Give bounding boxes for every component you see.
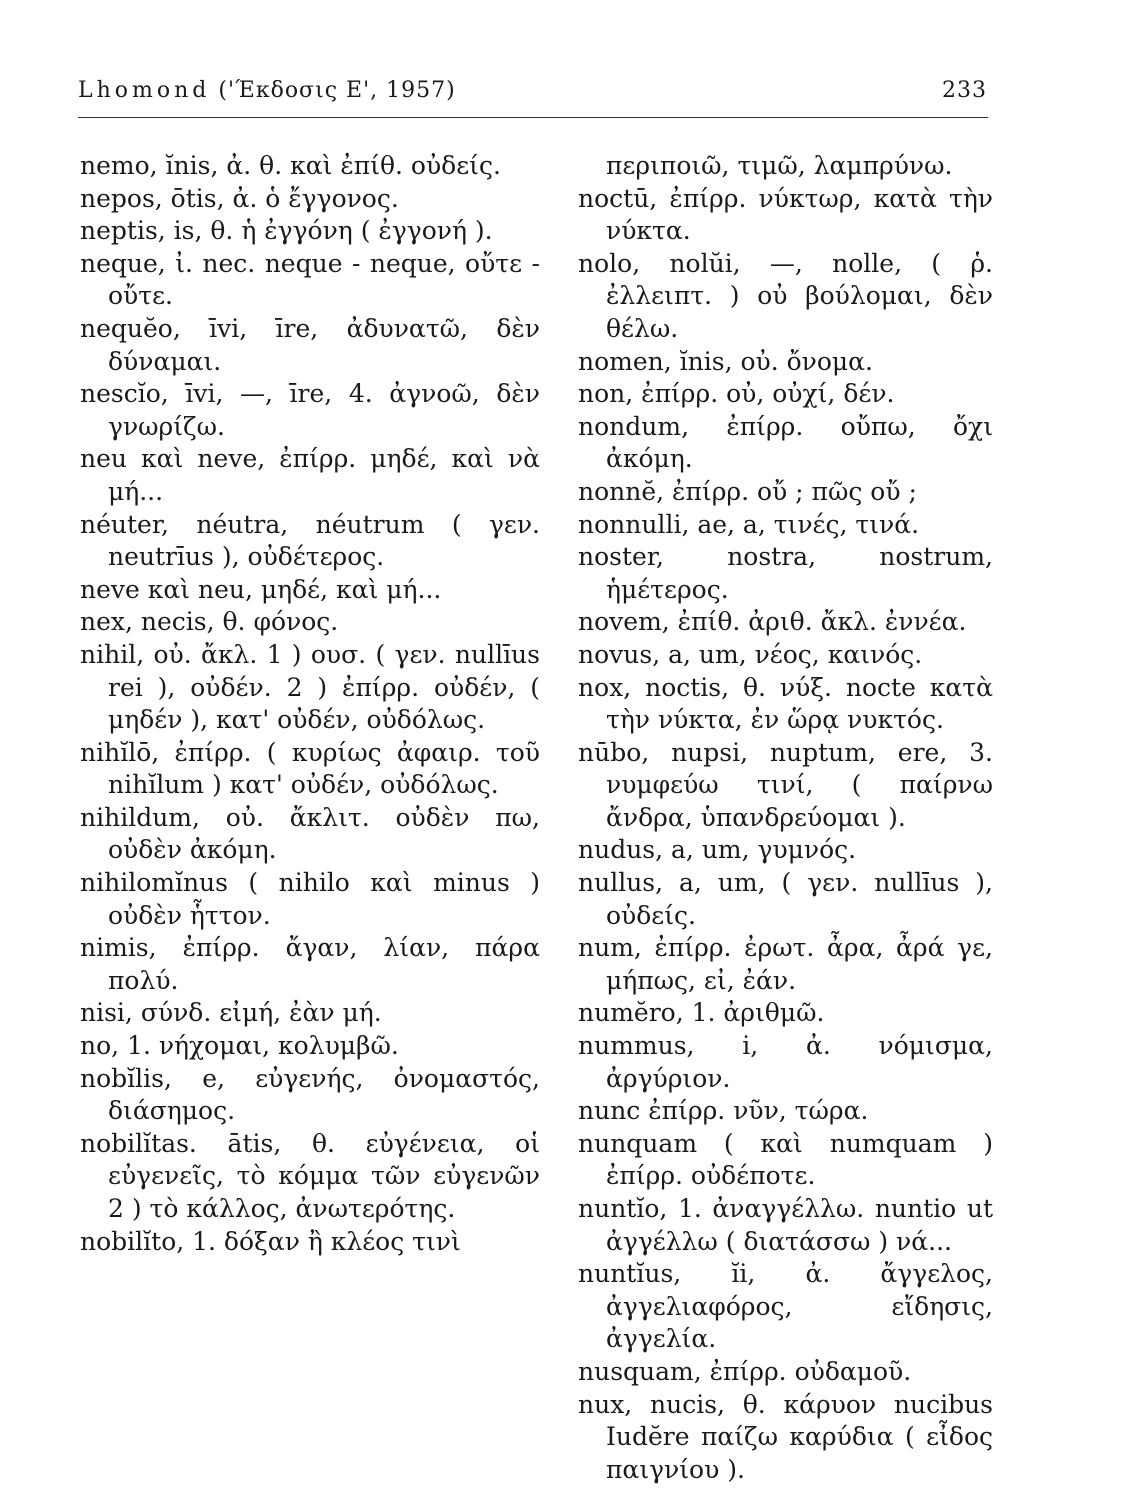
dictionary-entry: nemo, ĭnis, ἀ. θ. καὶ ἐπίθ. οὐδείς. [80, 151, 501, 180]
dictionary-entry: nihĭlō, ἐπίρρ. ( κυρίως ἀφαιρ. τοῦ nihĭlum ) κατ' οὐδέν, οὐδόλως. [80, 737, 540, 800]
dictionary-entry: no, 1. νήχομαι, κολυμβῶ. [80, 1031, 399, 1061]
dictionary-entry: non, ἐπίρρ. οὐ, οὐχί, δέν. [578, 379, 895, 409]
dictionary-entry: nihil, οὐ. ἄκλ. 1 ) ουσ. ( γεν. nullīus rei ), οὐδέν. 2 ) ἐπίρρ. οὐδέν, ( μηδέν ), κατ' οὐδέν, οὐδόλως. [80, 639, 540, 735]
dictionary-entry: nunc ἐπίρρ. νῦν, τώρα. [578, 1096, 869, 1126]
dictionary-entry: nuntĭus, ĭi, ἀ. ἄγγελος, ἀγγελιαφόρος, εἴδησις, ἀγγελία. [578, 1259, 993, 1354]
dictionary-entry: nihildum, οὐ. ἄκλιτ. οὐδὲν πω, οὐδὲν ἀκόμη. [80, 802, 540, 865]
dictionary-entry: neve καὶ neu, μηδέ, καὶ μή... [80, 574, 442, 604]
dictionary-entry: nullus, a, um, ( γεν. nullīus ), οὐδείς. [578, 868, 993, 930]
dictionary-entry: num, ἐπίρρ. ἐρωτ. ἆρα, ἆρά γε, μήπως, εἰ, ἐάν. [578, 933, 993, 995]
dictionary-entry: numĕro, 1. ἀριθμῶ. [578, 998, 825, 1028]
left-column [80, 150, 540, 1258]
dictionary-entry: nomen, ĭnis, οὐ. ὄνομα. [578, 346, 873, 376]
dictionary-entry: nux, nucis, θ. κάρυον nucibus Iudĕre παίζω καρύδια ( εἶδος παιγνίου ). [578, 1389, 993, 1484]
dictionary-entry: neque, ἰ. nec. neque - neque, οὔτε - οὔτε. [80, 248, 540, 311]
dictionary-entry-continuation: περιποιῶ, τιμῶ, λαμπρύνω. [606, 151, 953, 180]
dictionary-entry: nihilomĭnus ( nihilo καὶ minus ) οὐδὲν ἧττον. [80, 868, 540, 930]
running-head [78, 78, 456, 103]
dictionary-entry: nūbo, nupsi, nuptum, ere, 3. νυμφεύω τινί, ( παίρνω ἄνδρα, ὑπανδρεύομαι ). [578, 737, 993, 832]
dictionary-entry: noctū, ἐπίρρ. νύκτωρ, κατὰ τὴν νύκτα. [578, 183, 993, 246]
dictionary-entry: nummus, i, ἀ. νόμισμα, ἀργύριον. [578, 1031, 993, 1093]
header-edition: ('Έκδοσις Ε', 1957) [218, 78, 456, 103]
dictionary-entry: nescĭo, īvi, —, īre, 4. ἀγνοῶ, δὲν γνωρίζω. [80, 379, 540, 441]
dictionary-entry: nepos, ōtis, ἀ. ὁ ἔγγονος. [80, 183, 399, 213]
dictionary-entry: nobilĭtas. ātis, θ. εὐγένεια, οἱ εὐγενεῖς, τὸ κόμμα τῶν εὐγενῶν 2 ) τὸ κάλλος, ἀνωτερότης. [80, 1128, 540, 1223]
page-header [78, 78, 987, 103]
dictionary-entry: nusquam, ἐπίρρ. οὐδαμοῦ. [578, 1356, 912, 1386]
dictionary-entry: nex, necis, θ. φόνος. [80, 607, 339, 637]
dictionary-entry: nisi, σύνδ. εἰμή, ἐὰν μή. [80, 998, 382, 1028]
dictionary-entry: neptis, is, θ. ἡ ἐγγόνη ( ἐγγονή ). [80, 216, 493, 246]
dictionary-entry: novem, ἐπίθ. ἀριθ. ἄκλ. ἐννέα. [578, 607, 967, 637]
dictionary-entry: nequĕo, īvi, īre, ἀδυνατῶ, δὲν δύναμαι. [80, 313, 540, 376]
dictionary-entry: nox, noctis, θ. νύξ. nocte κατὰ τὴν νύκτα, ἐν ὥρᾳ νυκτός. [578, 672, 993, 735]
dictionary-entry: nolo, nolŭi, —, nolle, ( ῥ. ἐλλειπτ. ) οὐ βούλομαι, δὲν θέλω. [578, 248, 993, 343]
right-column [578, 150, 993, 1486]
dictionary-entry: nudus, a, um, γυμνός. [578, 835, 857, 865]
dictionary-entry: nobĭlis, e, εὐγενής, ὀνομαστός, διάσημος. [80, 1063, 540, 1126]
header-rule [78, 117, 988, 118]
dictionary-entry: nunquam ( καὶ numquam ) ἐπίρρ. οὐδέποτε. [578, 1128, 993, 1191]
dictionary-entry: novus, a, um, νέος, καινός. [578, 639, 923, 669]
dictionary-entry: noster, nostra, nostrum, ἡμέτερος. [578, 542, 993, 604]
page-number: 233 [942, 78, 987, 103]
dictionary-entry: néuter, néutra, néutrum ( γεν. neutrīus ), οὐδέτερος. [80, 509, 540, 572]
dictionary-entry: nondum, ἐπίρρ. οὔπω, ὄχι ἀκόμη. [578, 411, 993, 474]
dictionary-entry: nobilĭto, 1. δόξαν ἢ κλέος τινὶ [80, 1226, 461, 1256]
dictionary-entry: nuntĭo, 1. ἀναγγέλλω. nuntio ut ἀγγέλλω ( διατάσσω ) νά... [578, 1194, 993, 1256]
dictionary-entry: nimis, ἐπίρρ. ἄγαν, λίαν, πάρα πολύ. [80, 933, 540, 995]
dictionary-entry: neu καὶ neve, ἐπίρρ. μηδέ, καὶ νὰ μή... [80, 444, 540, 506]
dictionary-entry: nonnulli, ae, a, τινές, τινά. [578, 509, 920, 539]
header-author: Lhomond [78, 78, 211, 103]
dictionary-entry: nonnĕ, ἐπίρρ. οὔ ; πῶς οὔ ; [578, 476, 917, 506]
